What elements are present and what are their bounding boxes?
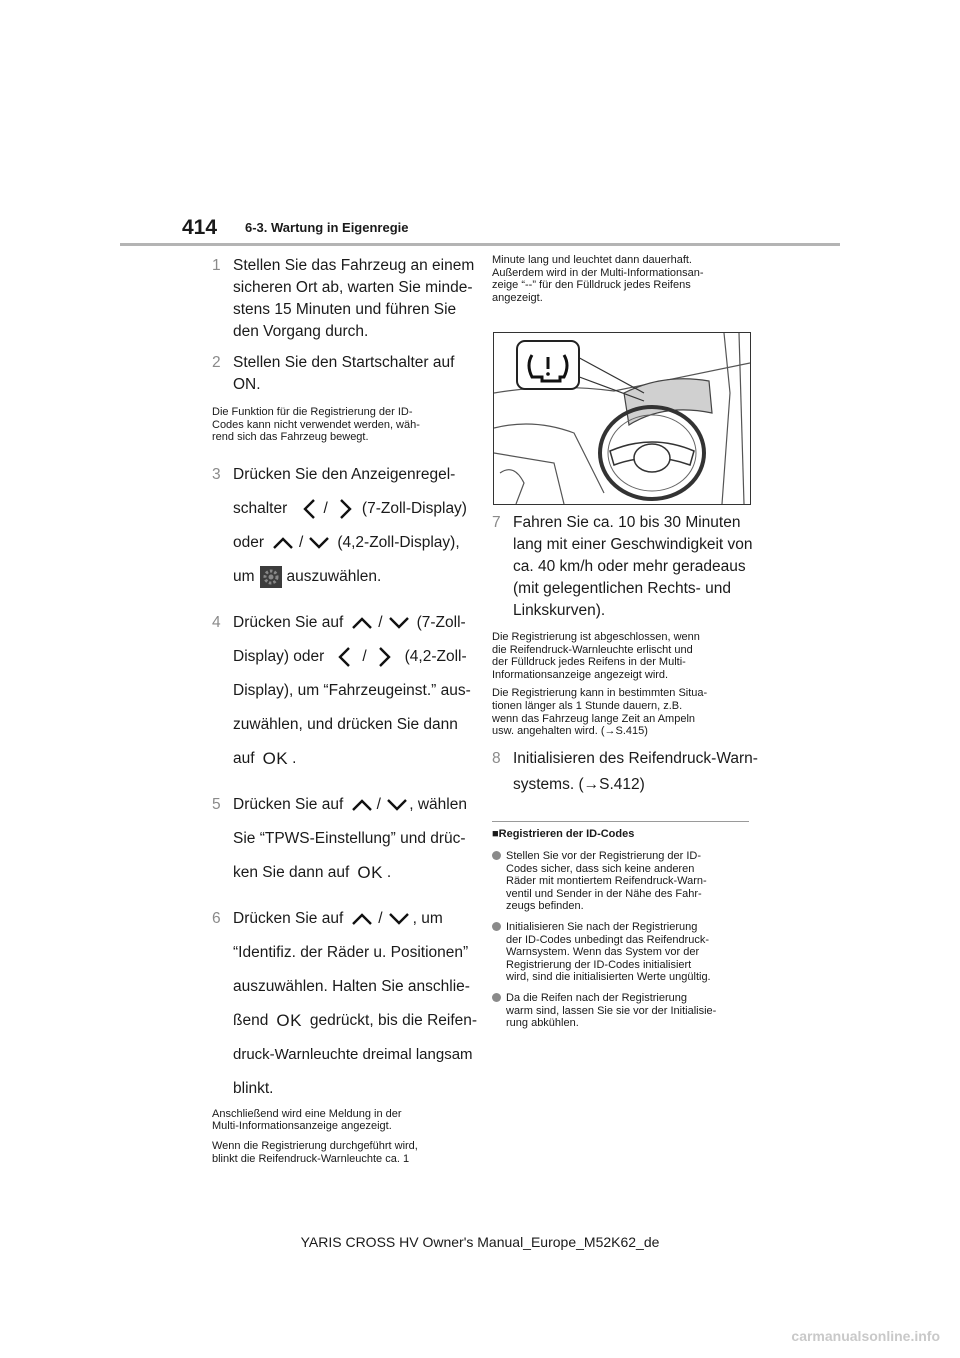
note-line: Die Registrierung ist abgeschlossen, wenn — [492, 631, 700, 643]
text: (4,2-Zoll-Display), — [337, 533, 460, 551]
text: / — [362, 647, 367, 665]
text: . — [386, 863, 392, 881]
text: / — [323, 499, 328, 517]
chevron-up-icon — [349, 909, 375, 929]
step-number: 8 — [492, 749, 501, 767]
step-3 — [212, 458, 467, 594]
text-line — [233, 1072, 467, 1106]
bullet-item — [492, 921, 757, 984]
note-duration — [492, 687, 757, 737]
text-line: stens 15 Minuten und führen Sie — [233, 301, 457, 318]
bullet-line: der ID-Codes unbedingt das Reifendruck- — [506, 933, 710, 946]
text: , um — [412, 909, 443, 927]
text: Display), um “Fahrzeugeinst.” aus- — [233, 681, 471, 699]
step-5 — [212, 788, 467, 890]
text: zuwählen, und drücken Sie dann — [233, 715, 458, 733]
text-line: Initialisieren des Reifendruck-Warn- — [513, 749, 758, 767]
footer-text: YARIS CROSS HV Owner's Manual_Europe_M52K62_de — [300, 1234, 660, 1250]
section-title: 6-3. Wartung in Eigenregie — [245, 220, 409, 235]
text-line — [233, 560, 467, 594]
ok-button-icon: OK — [262, 748, 289, 768]
note-line: angezeigt. — [492, 291, 543, 304]
text: Drücken Sie auf — [233, 909, 344, 927]
bullet-line: Stellen Sie vor der Registrierung der ID- — [506, 850, 702, 862]
text-line — [233, 640, 467, 674]
ok-button-icon: OK — [357, 862, 383, 882]
text: auszuwählen. Halten Sie anschlie- — [233, 977, 470, 995]
note-registration — [212, 1140, 467, 1165]
bullet-dot-icon — [492, 993, 501, 1002]
text: ßend — [233, 1011, 269, 1029]
text-line: sicheren Ort ab, warten Sie minde- — [233, 279, 473, 296]
note-line: Die Registrierung kann in bestimmten Situa- — [492, 687, 708, 700]
text-line — [233, 1004, 478, 1038]
note-line: Anschließend wird eine Meldung in der — [212, 1107, 402, 1120]
text-line: ON. — [233, 376, 261, 393]
chevron-up-icon — [349, 613, 375, 633]
note-line: Minute lang und leuchtet dann dauerhaft. — [492, 254, 692, 266]
text: , wählen — [409, 795, 467, 813]
step-1 — [212, 255, 475, 343]
text-line — [233, 674, 471, 708]
text-line — [233, 936, 467, 970]
step-4 — [212, 606, 471, 776]
bullet-line: zeugs befinden. — [506, 900, 584, 913]
bullet-line: Registrierung der ID-Codes initialisiert — [506, 958, 692, 971]
step-number: 2 — [212, 354, 221, 371]
text: Drücken Sie auf — [233, 795, 344, 813]
chevron-up-icon — [349, 795, 373, 815]
left-column — [212, 255, 478, 1175]
bullet-line: Räder mit montiertem Reifendruck-Warn- — [506, 875, 707, 888]
chevron-down-icon — [384, 795, 408, 815]
chevron-left-icon — [332, 645, 358, 669]
text-line — [233, 1038, 473, 1072]
page-number: 414 — [182, 216, 218, 239]
step-6 — [212, 902, 478, 1106]
section-heading: ■Registrieren der ID-Codes — [492, 828, 635, 840]
text: / — [378, 909, 383, 927]
text: ken Sie dann auf — [233, 863, 350, 881]
header-rule — [120, 243, 840, 246]
chevron-down-icon — [386, 909, 412, 929]
note-line: tionen länger als 1 Stunde dauern, z.B. — [492, 699, 683, 712]
text: (7-Zoll-Display) — [361, 499, 467, 517]
note-line: zeige “--” für den Fülldruck jedes Reifens — [492, 279, 691, 292]
step-2 — [212, 352, 467, 396]
chevron-right-icon — [371, 645, 397, 669]
note-line: Außerdem wird in der Multi-Informationsan- — [492, 266, 704, 279]
bullet-line: wird, sind die initialisierten Werte ungültig. — [506, 971, 711, 984]
text-line: Fahren Sie ca. 10 bis 30 Minuten — [513, 514, 741, 531]
registration-section — [492, 828, 757, 1038]
watermark: carmanualsonline.info — [791, 1328, 940, 1344]
text: auf — [233, 749, 255, 767]
text-line: ca. 40 km/h oder mehr geradeaus — [513, 558, 746, 575]
text: Drücken Sie auf — [233, 613, 344, 631]
step-number: 1 — [212, 257, 221, 274]
text: / — [378, 613, 383, 631]
note-line: Wenn die Registrierung durchgeführt wird, — [212, 1139, 418, 1152]
text-line — [233, 902, 467, 936]
note-line: blinkt die Reifendruck-Warnleuchte ca. 1 — [212, 1152, 410, 1165]
text: / — [376, 795, 381, 813]
text-line: Stellen Sie das Fahrzeug an einem — [233, 257, 475, 274]
bullet-item — [492, 850, 757, 913]
text: . — [292, 749, 297, 767]
text: (4,2-Zoll- — [404, 647, 467, 665]
note-complete — [492, 631, 757, 681]
chevron-right-icon — [332, 497, 354, 521]
step-number: 7 — [492, 514, 501, 531]
text: Drücken Sie den Anzeigenregel- — [233, 465, 456, 483]
chevron-down-icon — [386, 613, 412, 633]
note-line: rend sich das Fahrzeug bewegt. — [212, 431, 369, 444]
bullet-line: Codes sicher, dass sich keine anderen — [506, 862, 695, 875]
bullet-line: Initialisieren Sie nach der Registrierung — [506, 920, 698, 933]
text: “Identifiz. der Räder u. Positionen” — [233, 943, 469, 961]
note-line: Informationsanzeige angezeigt wird. — [492, 668, 669, 681]
note-id-codes — [212, 406, 467, 444]
text-line — [233, 458, 467, 492]
bullet-line: Da die Reifen nach der Registrierung — [506, 991, 687, 1004]
chevron-down-icon — [306, 533, 332, 553]
text: schalter — [233, 499, 288, 517]
note-line: Codes kann nicht verwendet werden, wäh- — [212, 418, 420, 431]
text: um — [233, 567, 255, 585]
text: Sie “TPWS-Einstellung” und drüc- — [233, 829, 466, 847]
step-number: 6 — [212, 909, 221, 927]
text: / — [299, 533, 304, 551]
text: gedrückt, bis die Reifen- — [309, 1011, 478, 1029]
section-divider — [492, 821, 749, 822]
text: blinkt. — [233, 1079, 274, 1097]
text-line — [233, 822, 467, 856]
bullet-dot-icon — [492, 851, 501, 860]
bullet-line: Warnsystem. Wenn das System vor der — [506, 946, 700, 959]
text: (7-Zoll- — [416, 613, 466, 631]
text-line — [233, 708, 467, 742]
text-line: systems. (→S.412) — [513, 775, 645, 793]
step-number: 3 — [212, 465, 221, 483]
ok-button-icon: OK — [276, 1010, 302, 1030]
note-line: usw. angehalten wird. (→S.415) — [492, 725, 648, 738]
text: auszuwählen. — [286, 567, 382, 585]
dashboard-illustration — [493, 332, 751, 505]
bullet-dot-icon — [492, 922, 501, 931]
step-7 — [492, 512, 757, 622]
chevron-up-icon — [270, 533, 296, 553]
text-line — [233, 742, 467, 776]
text-line — [233, 492, 467, 526]
text-line — [233, 788, 467, 822]
text-line — [233, 526, 467, 560]
right-column-lower — [492, 512, 757, 796]
note-line: Multi-Informationsanzeige angezeigt. — [212, 1120, 392, 1133]
text: oder — [233, 533, 265, 551]
text-line: Stellen Sie den Startschalter auf — [233, 354, 455, 371]
chevron-left-icon — [297, 497, 319, 521]
continued-note — [492, 254, 752, 304]
step-number: 5 — [212, 795, 221, 813]
text-line — [233, 970, 470, 1004]
bullet-line: ventil und Sender in der Nähe des Fahr- — [506, 887, 702, 900]
text-line: den Vorgang durch. — [233, 323, 369, 340]
text: druck-Warnleuchte dreimal langsam — [233, 1045, 473, 1063]
note-line: wenn das Fahrzeug lange Zeit an Ampeln — [492, 712, 696, 725]
step-8 — [492, 748, 757, 796]
text-line — [233, 856, 467, 890]
bullet-item — [492, 992, 757, 1030]
text-line: lang mit einer Geschwindigkeit von — [513, 536, 753, 553]
step-number: 4 — [212, 613, 221, 631]
note-message — [212, 1108, 467, 1133]
bullet-line: warm sind, lassen Sie sie vor der Initialisie- — [506, 1004, 717, 1017]
right-column — [492, 254, 752, 304]
bullet-line: rung abkühlen. — [506, 1017, 579, 1030]
dashboard-drawing — [494, 333, 750, 504]
settings-gear-icon — [260, 566, 282, 588]
note-line: Die Funktion für die Registrierung der ID- — [212, 406, 413, 418]
note-line: der Fülldruck jedes Reifens in der Multi- — [492, 656, 686, 669]
text-line — [233, 606, 467, 640]
note-line: die Reifendruck-Warnleuchte erlischt und — [492, 643, 693, 656]
text-line: Linkskurven). — [513, 602, 606, 619]
text-line: (mit gelegentlichen Rechts- und — [513, 580, 731, 597]
text: Display) oder — [233, 647, 325, 665]
